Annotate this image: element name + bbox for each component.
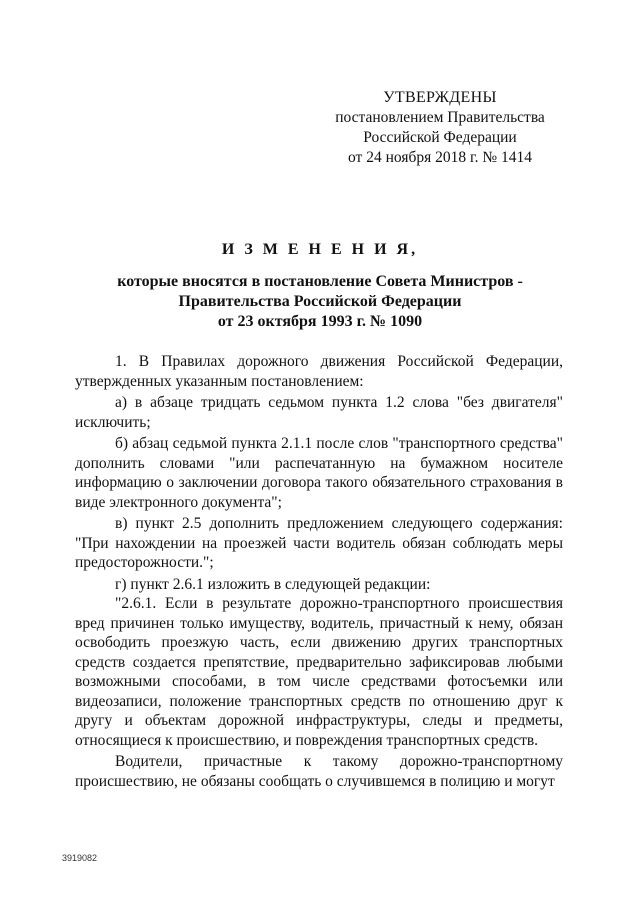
paragraph: 1. В Правилах дорожного движения Российской Федерации, утвержденных указанным постановлением: xyxy=(75,353,563,390)
approval-stamp xyxy=(330,88,550,168)
approval-line: постановлением Правительства xyxy=(335,109,545,126)
paragraph: б) абзац седьмой пункта 2.1.1 после слов "транспортного средства" дополнить словами "или распечатанную на бумажном носителе информацию о заключении договора такого обязательного страхования в виде электронного документа"; xyxy=(75,435,563,511)
paragraph: а) в абзаце тридцать седьмом пункта 1.2 слова "без двигателя" исключить; xyxy=(75,394,563,431)
approval-line: Российской Федерации xyxy=(363,129,517,146)
document-body xyxy=(75,352,563,791)
title-subtitle: которые вносятся в постановление Совета Министров - xyxy=(117,273,523,290)
paragraph: г) пункт 2.6.1 изложить в следующей редакции: xyxy=(115,575,431,593)
paragraph: в) пункт 2.5 дополнить предложением следующего содержания: "При нахождении на проезжей части водитель обязан соблюдать меры предосторожности."; xyxy=(75,515,563,571)
approval-heading: УТВЕРЖДЕНЫ xyxy=(383,89,497,106)
approval-date: от 24 ноября 2018 г. № 1414 xyxy=(348,149,532,166)
document-title xyxy=(60,240,580,332)
title-subtitle: Правительства Российской Федерации xyxy=(178,293,462,310)
title-subtitle: от 23 октября 1993 г. № 1090 xyxy=(217,313,423,330)
paragraph: "2.6.1. Если в результате дорожно-транспортного происшествия вред причинен только имуществу, водитель, причастный к нему, обязан освободить проезжую часть, если движению других транспортных средств создается препятствие, предварительно зафиксировав любыми возможными способами, в том числе средствами фотосъемки или видеозаписи, положение транспортных средств по отношению друг к другу и объектам дорожной инфраструктуры, следы и предметы, относящиеся к происшествию, и повреждения транспортных средств. xyxy=(75,595,563,749)
title-main: И З М Е Н Е Н И Я, xyxy=(221,241,419,258)
paragraph: Водители, причастные к такому дорожно-транспортному происшествию, не обязаны сообщать о случившемся в полицию и могут xyxy=(75,753,563,790)
document-code: 3919082 xyxy=(62,853,98,863)
